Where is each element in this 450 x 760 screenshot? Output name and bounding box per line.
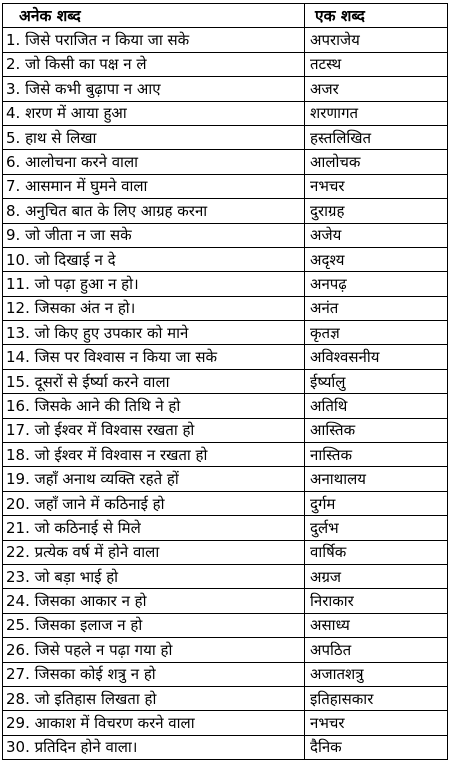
phrase-cell: 1. जिसे पराजित न किया जा सके: [3, 28, 305, 52]
word-cell: अजर: [305, 77, 448, 101]
phrase-cell: 15. दूसरों से ईर्ष्या करने वाला: [3, 369, 305, 393]
word-cell: अपठित: [305, 638, 448, 662]
phrase-cell: 18. जो ईश्वर में विश्वास न रखता हो: [3, 443, 305, 467]
word-cell: असाध्य: [305, 613, 448, 637]
phrase-cell: 7. आसमान में घुमने वाला: [3, 174, 305, 198]
table-body: [3, 28, 448, 760]
phrase-cell: 12. जिसका अंत न हो।: [3, 296, 305, 320]
word-cell: दैनिक: [305, 735, 448, 759]
table-row: [3, 443, 448, 467]
phrase-cell: 30. प्रतिदिन होने वाला।: [3, 735, 305, 759]
table-row: [3, 418, 448, 442]
table-row: [3, 321, 448, 345]
word-cell: अजेय: [305, 223, 448, 247]
word-cell: अदृश्य: [305, 247, 448, 271]
table-row: [3, 686, 448, 710]
word-cell: अपराजेय: [305, 28, 448, 52]
phrase-cell: 16. जिसके आने की तिथि ने हो: [3, 394, 305, 418]
table-row: [3, 52, 448, 76]
phrase-cell: 17. जो ईश्वर में विश्वास रखता हो: [3, 418, 305, 442]
table-row: [3, 369, 448, 393]
table-row: [3, 28, 448, 52]
phrase-cell: 22. प्रत्येक वर्ष में होने वाला: [3, 540, 305, 564]
phrase-cell: 8. अनुचित बात के लिए आग्रह करना: [3, 199, 305, 223]
word-cell: नभचर: [305, 174, 448, 198]
word-cell: अनंत: [305, 296, 448, 320]
word-cell: दुराग्रह: [305, 199, 448, 223]
phrase-cell: 10. जो दिखाई न दे: [3, 247, 305, 271]
phrase-cell: 14. जिस पर विश्वास न किया जा सके: [3, 345, 305, 369]
phrase-cell: 21. जो कठिनाई से मिले: [3, 516, 305, 540]
word-cell: निराकार: [305, 589, 448, 613]
phrase-cell: 25. जिसका इलाज न हो: [3, 613, 305, 637]
table-row: [3, 223, 448, 247]
word-cell: अग्रज: [305, 564, 448, 588]
phrase-cell: 2. जो किसी का पक्ष न ले: [3, 52, 305, 76]
table-row: [3, 174, 448, 198]
phrase-cell: 6. आलोचना करने वाला: [3, 150, 305, 174]
phrase-cell: 19. जहाँ अनाथ व्यक्ति रहते हों: [3, 467, 305, 491]
header-phrase: अनेक शब्द: [3, 4, 305, 28]
word-cell: तटस्थ: [305, 52, 448, 76]
word-cell: अविश्वसनीय: [305, 345, 448, 369]
phrase-cell: 24. जिसका आकार न हो: [3, 589, 305, 613]
word-cell: अनपढ़: [305, 272, 448, 296]
table-row: [3, 516, 448, 540]
word-cell: आस्तिक: [305, 418, 448, 442]
header-word: एक शब्द: [305, 4, 448, 28]
word-cell: कृतज्ञ: [305, 321, 448, 345]
table-row: [3, 272, 448, 296]
phrase-cell: 4. शरण में आया हुआ: [3, 101, 305, 125]
phrase-cell: 27. जिसका कोई शत्रु न हो: [3, 662, 305, 686]
table-row: [3, 467, 448, 491]
word-cell: अतिथि: [305, 394, 448, 418]
vocabulary-table: [2, 3, 448, 760]
table-row: [3, 199, 448, 223]
word-cell: शरणागत: [305, 101, 448, 125]
table-row: [3, 394, 448, 418]
table-row: [3, 247, 448, 271]
phrase-cell: 20. जहाँ जाने में कठिनाई हो: [3, 491, 305, 515]
table-row: [3, 662, 448, 686]
table-row: [3, 613, 448, 637]
phrase-cell: 29. आकाश में विचरण करने वाला: [3, 711, 305, 735]
table-row: [3, 125, 448, 149]
phrase-cell: 3. जिसे कभी बुढ़ापा न आए: [3, 77, 305, 101]
table-row: [3, 540, 448, 564]
table-row: [3, 564, 448, 588]
table-row: [3, 491, 448, 515]
word-cell: नभचर: [305, 711, 448, 735]
phrase-cell: 9. जो जीता न जा सके: [3, 223, 305, 247]
word-cell: ईर्ष्यालु: [305, 369, 448, 393]
table-row: [3, 711, 448, 735]
phrase-cell: 5. हाथ से लिखा: [3, 125, 305, 149]
phrase-cell: 23. जो बड़ा भाई हो: [3, 564, 305, 588]
word-cell: नास्तिक: [305, 443, 448, 467]
table-row: [3, 638, 448, 662]
word-cell: हस्तलिखित: [305, 125, 448, 149]
table-row: [3, 77, 448, 101]
word-cell: इतिहासकार: [305, 686, 448, 710]
table-row: [3, 101, 448, 125]
table-row: [3, 296, 448, 320]
word-cell: वार्षिक: [305, 540, 448, 564]
phrase-cell: 13. जो किए हुए उपकार को माने: [3, 321, 305, 345]
word-cell: अजातशत्रु: [305, 662, 448, 686]
table-row: [3, 150, 448, 174]
word-cell: अनाथालय: [305, 467, 448, 491]
word-cell: दुर्गम: [305, 491, 448, 515]
phrase-cell: 26. जिसे पहले न पढ़ा गया हो: [3, 638, 305, 662]
table-row: [3, 345, 448, 369]
phrase-cell: 28. जो इतिहास लिखता हो: [3, 686, 305, 710]
header-row: [3, 4, 448, 28]
phrase-cell: 11. जो पढ़ा हुआ न हो।: [3, 272, 305, 296]
word-cell: दुर्लभ: [305, 516, 448, 540]
table-row: [3, 589, 448, 613]
table-row: [3, 735, 448, 759]
word-cell: आलोचक: [305, 150, 448, 174]
